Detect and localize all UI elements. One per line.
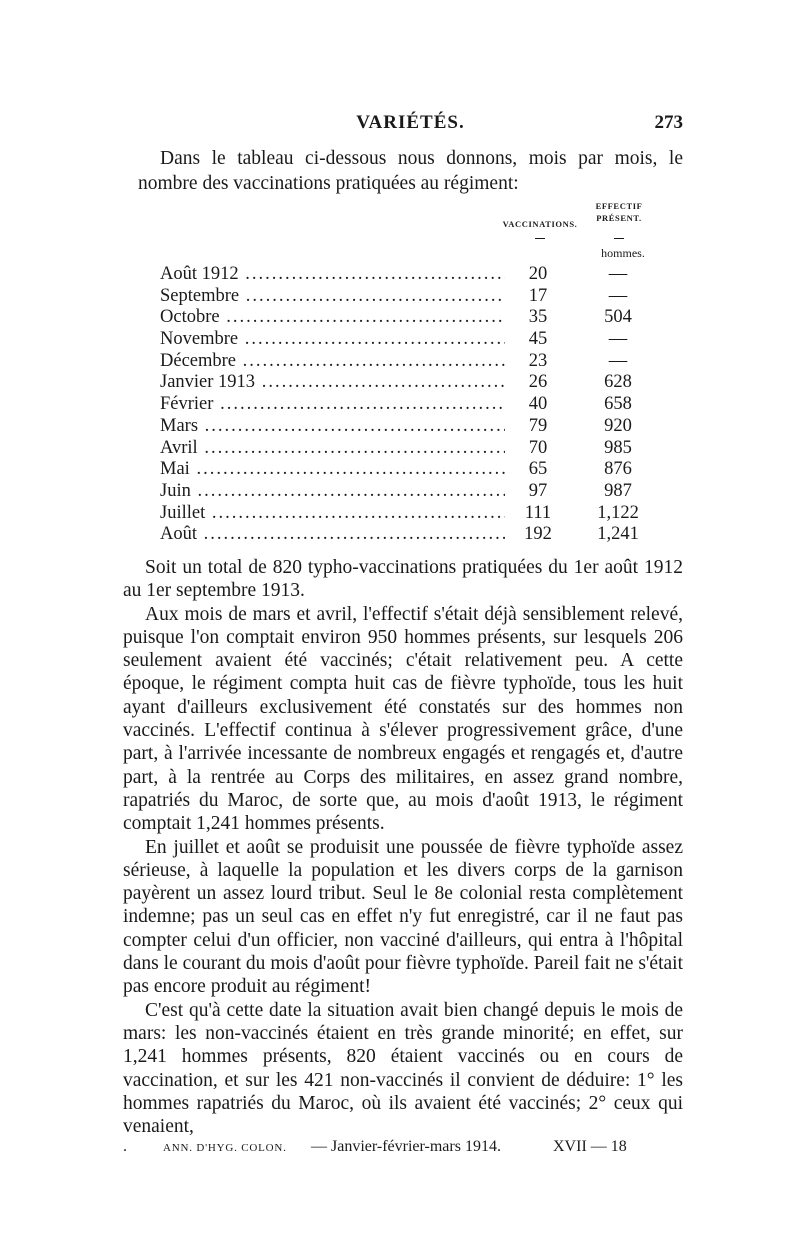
table-row <box>160 351 650 373</box>
table-row <box>160 481 650 503</box>
row-effectif: 658 <box>604 394 632 415</box>
paragraph-juillet-aout: En juillet et août se produisit une poussée de fièvre typhoïde assez sérieuse, à laquelle la population et les divers corps de la garnison payèrent un assez lourd tribut. Seul le 8e colonial resta complètement indemne; pas un seul cas en effet n'y fut enregistré, car il ne faut pas compter celui d'un officier, non vacciné d'ailleurs, qui entra à l'hôpital dans le courant du mois d'août pour fièvre typhoïde. Pareil fait ne s'était pas encore produit au régiment! <box>123 836 683 998</box>
table-row <box>160 286 650 308</box>
running-head <box>138 112 683 138</box>
paragraph-situation: C'est qu'à cette date la situation avait bien changé depuis le mois de mars: les non-vaccinés étaient en très grande minorité; en effet, sur 1,241 hommes présents, 820 étaient vaccinés ou en cours de vaccination, et sur les 421 non-vaccinés il convient de déduire: 1° les hommes rapatriés du Maroc, où ils avaient été vaccinés; 2° ceux qui venaient, <box>123 999 683 1138</box>
header-rule-effectif <box>614 238 624 239</box>
intro-text: Dans le tableau ci-dessous nous donnons, mois par mois, le nombre des vaccinations pratiquées au régiment: <box>138 148 683 194</box>
row-vaccinations: 26 <box>510 372 566 394</box>
row-month: Août ..... <box>160 524 505 546</box>
row-effectif: — <box>608 350 628 371</box>
row-effectif: 504 <box>604 307 632 328</box>
row-vaccinations: 20 <box>510 264 566 286</box>
row-month: Février ..... <box>160 394 505 416</box>
row-vaccinations: 65 <box>510 459 566 481</box>
table-row <box>160 503 650 525</box>
row-vaccinations: 97 <box>510 481 566 503</box>
row-month: Mai ..... <box>160 459 505 481</box>
row-vaccinations: 35 <box>510 307 566 329</box>
row-effectif: — <box>608 285 628 306</box>
row-vaccinations: 192 <box>510 524 566 546</box>
row-effectif: 920 <box>604 415 632 436</box>
row-month: Septembre ..... <box>160 286 505 308</box>
table-header <box>138 200 683 264</box>
paragraph-mars-avril: Aux mois de mars et avril, l'effectif s'était déjà sensiblement relevé, puisque l'on comptait environ 950 hommes présents, sur lesquels 206 seulement avaient été vaccinés; c'était relativement peu. A cette époque, le régiment compta huit cas de fièvre typhoïde, tous les huit ayant d'ailleurs exclusivement été constatés sur des hommes non vaccinés. L'effectif continua à s'élever progressivement grâce, d'une part, à l'arrivée incessante de nombreux engagés et rengagés et, d'autre part, à la rentrée au Corps des militaires, en assez grand nombre, rapatriés du Maroc, de sorte que, au mois d'août 1913, le régiment comptait 1,241 hommes présents. <box>123 603 683 835</box>
table-row <box>160 307 650 329</box>
column-header-effectif <box>584 200 654 224</box>
row-vaccinations: 17 <box>510 286 566 308</box>
table-row <box>160 524 650 546</box>
column-header-effectif-line1: EFFECTIF <box>595 201 643 211</box>
column-header-vaccinations: VACCINATIONS. <box>502 219 578 229</box>
row-effectif: — <box>608 329 628 350</box>
page-number: 273 <box>654 112 683 133</box>
footer-volume: XVII — 18 <box>553 1138 627 1155</box>
vaccination-table <box>160 264 650 546</box>
row-month: Mars ..... <box>160 416 505 438</box>
row-vaccinations: 79 <box>510 416 566 438</box>
row-vaccinations: 23 <box>510 351 566 373</box>
row-month: Août 1912 ..... <box>160 264 505 286</box>
row-month: Juillet ..... <box>160 503 505 525</box>
row-effectif: 1,122 <box>597 502 639 523</box>
section-title: VARIÉTÉS. <box>356 112 465 133</box>
table-row <box>160 264 650 286</box>
table-row <box>160 416 650 438</box>
table-row <box>160 394 650 416</box>
row-month: Juin ..... <box>160 481 505 503</box>
row-month: Novembre ..... <box>160 329 505 351</box>
table-row <box>160 372 650 394</box>
row-month: Avril ..... <box>160 438 505 460</box>
row-vaccinations: 40 <box>510 394 566 416</box>
table-row <box>160 329 650 351</box>
table-row <box>160 459 650 481</box>
row-vaccinations: 45 <box>510 329 566 351</box>
units-label: hommes. <box>601 246 645 260</box>
footer-date: — Janvier-février-mars 1914. <box>311 1138 501 1155</box>
intro-paragraph <box>138 146 683 196</box>
row-month: Janvier 1913 ..... <box>160 372 505 394</box>
table-row <box>160 438 650 460</box>
row-vaccinations: 70 <box>510 438 566 460</box>
column-header-effectif-line2: PRÉSENT. <box>596 213 642 223</box>
footer-journal: ANN. D'HYG. COLON. <box>163 1142 287 1154</box>
row-effectif: 628 <box>604 372 632 393</box>
row-effectif: — <box>608 264 628 284</box>
row-effectif: 1,241 <box>597 524 639 545</box>
row-effectif: 985 <box>604 437 632 458</box>
row-effectif: 987 <box>604 480 632 501</box>
row-effectif: 876 <box>604 459 632 480</box>
row-vaccinations: 111 <box>510 503 566 525</box>
row-month: Décembre ..... <box>160 351 505 373</box>
paragraph-total: Soit un total de 820 typho-vaccinations pratiquées du 1er août 1912 au 1er septembre 1913. <box>123 557 683 602</box>
body-text <box>123 556 683 1138</box>
header-rule-vaccinations <box>535 238 545 239</box>
row-month: Octobre ..... <box>160 307 505 329</box>
footer-dot: . <box>123 1138 127 1155</box>
